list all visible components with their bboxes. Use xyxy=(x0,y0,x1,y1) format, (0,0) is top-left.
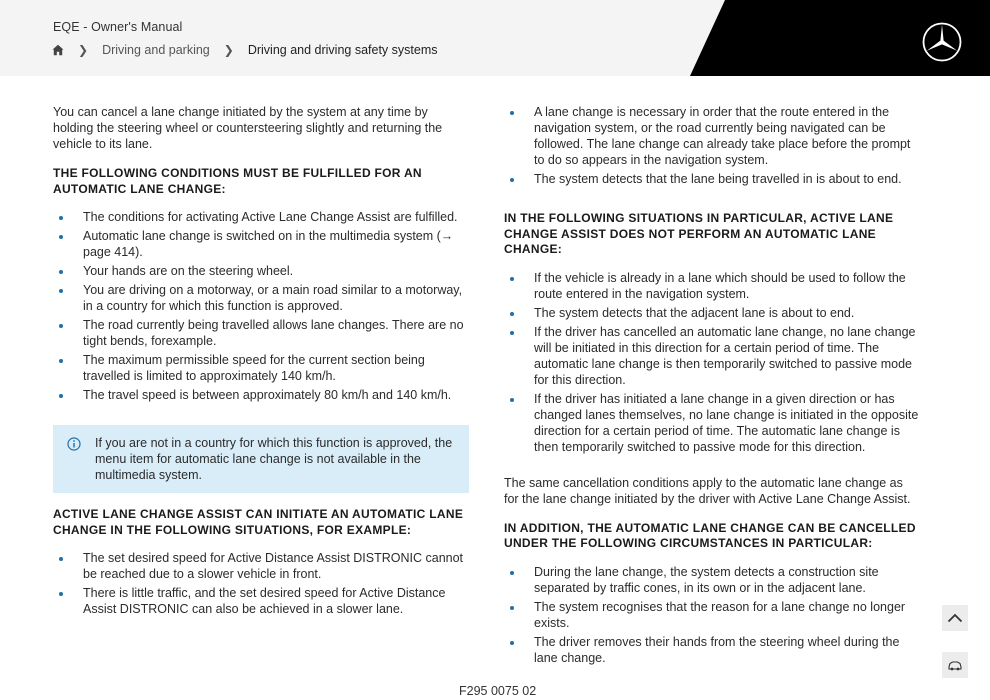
chevron-right-icon: ❯ xyxy=(78,43,89,57)
top-bullet-list xyxy=(504,104,920,187)
list-item: The maximum permissible speed for the current section being travelled is limited to approximately 140 km/h. xyxy=(53,352,469,384)
list-item: Automatic lane change is switched on in the multimedia system (→ page 414). xyxy=(53,228,469,260)
list-item: If the vehicle is already in a lane which should be used to follow the route entered in the navigation system. xyxy=(504,270,920,302)
left-column xyxy=(53,104,469,631)
list-item: If the driver has cancelled an automatic lane change, no lane change will be initiated in this direction for a certain period of time. The automatic lane change is then temporarily switched to passive mode for this direction. xyxy=(504,324,920,388)
car-icon xyxy=(947,659,963,671)
list-item: There is little traffic, and the set desired speed for Active Distance Assist DISTRONIC can also be achieved in a slower lane. xyxy=(53,585,469,617)
conditions-heading: THE FOLLOWING CONDITIONS MUST BE FULFILLED FOR AN AUTOMATIC LANE CHANGE: xyxy=(53,166,422,196)
list-item: If the driver has initiated a lane change in a given direction or has changed lanes themselves, no lane change is initiated in the opposite direction for a certain period of time. The automatic lane change is then temporarily switched to passive mode for this direction. xyxy=(504,391,920,455)
list-item: Your hands are on the steering wheel. xyxy=(53,263,469,279)
cancel-circumstances-list xyxy=(504,564,920,666)
cancellation-paragraph: The same cancellation conditions apply to the automatic lane change as for the lane change initiated by the driver with Active Lane Change Assist. xyxy=(504,475,911,506)
vehicle-button[interactable] xyxy=(942,652,968,678)
info-note xyxy=(53,425,469,493)
list-item: The system detects that the adjacent lane is about to end. xyxy=(504,305,920,321)
chevron-right-icon: ❯ xyxy=(223,43,234,57)
list-item: The driver removes their hands from the steering wheel during the lane change. xyxy=(504,634,920,666)
list-item: A lane change is necessary in order that the route entered in the navigation system, or the road currently being navigated can be followed. The lane change can already take place before the prompt to do so appears in the navigation system. xyxy=(504,104,920,168)
list-item: The travel speed is between approximately 80 km/h and 140 km/h. xyxy=(53,387,469,403)
figure-code: F295 0075 02 xyxy=(459,684,537,698)
chevron-up-icon xyxy=(947,613,963,623)
list-item: The system recognises that the reason for a lane change no longer exists. xyxy=(504,599,920,631)
situations-heading: ACTIVE LANE CHANGE ASSIST CAN INITIATE AN AUTOMATIC LANE CHANGE IN THE FOLLOWING SITUATIONS, FOR EXAMPLE: xyxy=(53,507,464,537)
manual-title: EQE - Owner's Manual xyxy=(53,20,183,34)
breadcrumb xyxy=(52,42,437,58)
no-change-heading: IN THE FOLLOWING SITUATIONS IN PARTICULAR, ACTIVE LANE CHANGE ASSIST DOES NOT PERFORM AN AUTOMATIC LANE CHANGE: xyxy=(504,211,894,256)
mercedes-star-logo xyxy=(922,22,962,62)
situations-list xyxy=(53,550,469,617)
list-item: The conditions for activating Active Lane Change Assist are fulfilled. xyxy=(53,209,469,225)
note-text: If you are not in a country for which this function is approved, the menu item for automatic lane change is not available in the multimedia system. xyxy=(95,436,453,482)
cancel-circumstances-heading: IN ADDITION, THE AUTOMATIC LANE CHANGE CAN BE CANCELLED UNDER THE FOLLOWING CIRCUMSTANCES IN PARTICULAR: xyxy=(504,520,916,550)
conditions-list xyxy=(53,209,469,403)
list-item: The system detects that the lane being travelled in is about to end. xyxy=(504,171,920,187)
list-item: You are driving on a motorway, or a main road similar to a motorway, in a country for which this function is approved. xyxy=(53,282,469,314)
right-column xyxy=(504,104,920,680)
list-item: The set desired speed for Active Distance Assist DISTRONIC cannot be reached due to a slower vehicle in front. xyxy=(53,550,469,582)
list-item: The road currently being travelled allows lane changes. There are no tight bends, forexample. xyxy=(53,317,469,349)
breadcrumb-driving-and-parking[interactable]: Driving and parking xyxy=(102,43,210,57)
list-item: During the lane change, the system detects a construction site separated by traffic cones, in its own or in the adjacent lane. xyxy=(504,564,920,596)
breadcrumb-current: Driving and driving safety systems xyxy=(247,43,438,57)
page-header xyxy=(0,0,990,76)
scroll-to-top-button[interactable] xyxy=(942,605,968,631)
intro-paragraph: You can cancel a lane change initiated by the system at any time by holding the steering wheel or countersteering slightly and returning the vehicle to its lane. xyxy=(53,105,443,151)
info-icon xyxy=(67,437,81,451)
home-icon[interactable] xyxy=(52,44,64,56)
no-change-list xyxy=(504,270,920,455)
